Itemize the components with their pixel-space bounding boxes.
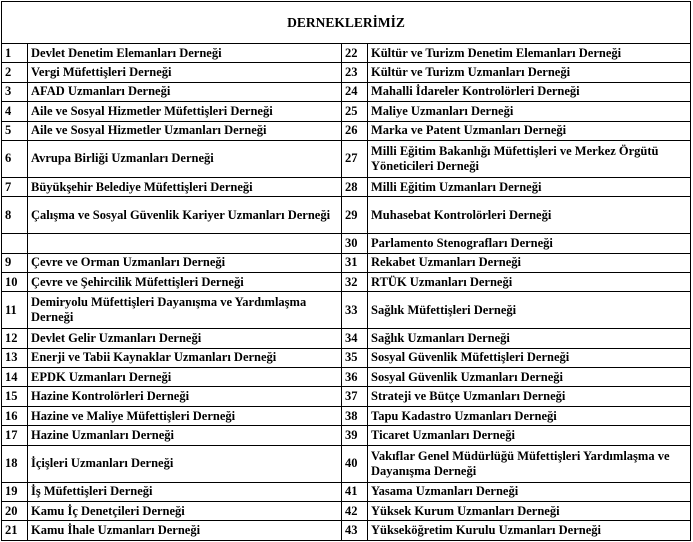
- right-association-name: Sağlık Müfettişleri Derneği: [368, 292, 691, 329]
- right-number: 29: [342, 197, 368, 234]
- right-association-name: Marka ve Patent Uzmanları Derneği: [368, 121, 691, 140]
- right-association-name: Yüksek Kurum Uzmanları Derneği: [368, 501, 691, 520]
- right-number: 35: [342, 348, 368, 367]
- right-number: 41: [342, 482, 368, 501]
- table-row: [2, 501, 691, 520]
- right-number: 38: [342, 406, 368, 425]
- left-number: 7: [2, 177, 28, 196]
- left-number: 9: [2, 253, 28, 272]
- left-number: 2: [2, 63, 28, 82]
- right-association-name: Muhasebat Kontrolörleri Derneği: [368, 197, 691, 234]
- right-association-name: Sosyal Güvenlik Müfettişleri Derneği: [368, 348, 691, 367]
- table-row: [2, 482, 691, 501]
- left-number: 4: [2, 102, 28, 121]
- right-number: 23: [342, 63, 368, 82]
- right-association-name: Rekabet Uzmanları Derneği: [368, 253, 691, 272]
- table-row: [2, 63, 691, 82]
- table-row: [2, 234, 691, 253]
- table-row: [2, 253, 691, 272]
- right-association-name: Milli Eğitim Uzmanları Derneği: [368, 177, 691, 196]
- left-association-name: AFAD Uzmanları Derneği: [28, 82, 342, 101]
- left-number: 8: [2, 197, 28, 234]
- left-association-name: Demiryolu Müfettişleri Dayanışma ve Yardımlaşma Derneği: [28, 292, 342, 329]
- left-number: 6: [2, 141, 28, 178]
- table-row: [2, 445, 691, 482]
- right-number: 37: [342, 387, 368, 406]
- right-number: 34: [342, 329, 368, 348]
- right-association-name: Sağlık Uzmanları Derneği: [368, 329, 691, 348]
- left-association-name: Vergi Müfettişleri Derneği: [28, 63, 342, 82]
- table-row: [2, 292, 691, 329]
- right-association-name: Tapu Kadastro Uzmanları Derneği: [368, 406, 691, 425]
- right-number: 22: [342, 43, 368, 62]
- left-association-name: Devlet Denetim Elemanları Derneği: [28, 43, 342, 62]
- right-association-name: Maliye Uzmanları Derneği: [368, 102, 691, 121]
- right-association-name: Yasama Uzmanları Derneği: [368, 482, 691, 501]
- right-association-name: RTÜK Uzmanları Derneği: [368, 272, 691, 291]
- left-number: 13: [2, 348, 28, 367]
- left-number: 17: [2, 426, 28, 445]
- left-association-name: Çevre ve Orman Uzmanları Derneği: [28, 253, 342, 272]
- left-association-name: [28, 234, 342, 253]
- table-row: [2, 43, 691, 62]
- table-row: [2, 406, 691, 425]
- right-association-name: Sosyal Güvenlik Uzmanları Derneği: [368, 368, 691, 387]
- left-association-name: İş Müfettişleri Derneği: [28, 482, 342, 501]
- right-association-name: Parlamento Stenografları Derneği: [368, 234, 691, 253]
- left-number: 12: [2, 329, 28, 348]
- left-number: [2, 234, 28, 253]
- table-row: [2, 521, 691, 541]
- right-association-name: Kültür ve Turizm Uzmanları Derneği: [368, 63, 691, 82]
- left-number: 16: [2, 406, 28, 425]
- right-number: 32: [342, 272, 368, 291]
- table-row: [2, 102, 691, 121]
- right-number: 30: [342, 234, 368, 253]
- left-association-name: Kamu İç Denetçileri Derneği: [28, 501, 342, 520]
- left-number: 1: [2, 43, 28, 62]
- right-association-name: Milli Eğitim Bakanlığı Müfettişleri ve Merkez Örgütü Yöneticileri Derneği: [368, 141, 691, 178]
- right-association-name: Kültür ve Turizm Denetim Elemanları Derneği: [368, 43, 691, 62]
- left-association-name: Hazine ve Maliye Müfettişleri Derneği: [28, 406, 342, 425]
- left-association-name: Çalışma ve Sosyal Güvenlik Kariyer Uzmanları Derneği: [28, 197, 342, 234]
- left-association-name: İçişleri Uzmanları Derneği: [28, 445, 342, 482]
- table-row: [2, 387, 691, 406]
- left-association-name: Hazine Kontrolörleri Derneği: [28, 387, 342, 406]
- right-association-name: Mahalli İdareler Kontrolörleri Derneği: [368, 82, 691, 101]
- left-number: 5: [2, 121, 28, 140]
- left-number: 21: [2, 521, 28, 541]
- left-number: 20: [2, 501, 28, 520]
- left-number: 19: [2, 482, 28, 501]
- right-number: 24: [342, 82, 368, 101]
- left-association-name: Kamu İhale Uzmanları Derneği: [28, 521, 342, 541]
- right-association-name: Strateji ve Bütçe Uzmanları Derneği: [368, 387, 691, 406]
- right-number: 31: [342, 253, 368, 272]
- table-row: [2, 272, 691, 291]
- left-number: 14: [2, 368, 28, 387]
- left-association-name: Hazine Uzmanları Derneği: [28, 426, 342, 445]
- right-association-name: Ticaret Uzmanları Derneği: [368, 426, 691, 445]
- left-association-name: Avrupa Birliği Uzmanları Derneği: [28, 141, 342, 178]
- table-row: [2, 177, 691, 196]
- right-number: 28: [342, 177, 368, 196]
- left-number: 10: [2, 272, 28, 291]
- right-number: 43: [342, 521, 368, 541]
- table-row: [2, 82, 691, 101]
- right-number: 39: [342, 426, 368, 445]
- table-row: [2, 121, 691, 140]
- right-number: 42: [342, 501, 368, 520]
- right-association-name: Vakıflar Genel Müdürlüğü Müfettişleri Yardımlaşma ve Dayanışma Derneği: [368, 445, 691, 482]
- left-association-name: Büyükşehir Belediye Müfettişleri Derneği: [28, 177, 342, 196]
- left-association-name: EPDK Uzmanları Derneği: [28, 368, 342, 387]
- table-row: [2, 141, 691, 178]
- right-number: 27: [342, 141, 368, 178]
- left-association-name: Aile ve Sosyal Hizmetler Uzmanları Derneği: [28, 121, 342, 140]
- right-number: 25: [342, 102, 368, 121]
- right-number: 33: [342, 292, 368, 329]
- left-number: 18: [2, 445, 28, 482]
- table-row: [2, 197, 691, 234]
- table-title: DERNEKLERİMİZ: [2, 2, 691, 44]
- table-row: [2, 426, 691, 445]
- left-number: 15: [2, 387, 28, 406]
- associations-table: [1, 1, 691, 541]
- table-row: [2, 348, 691, 367]
- right-number: 26: [342, 121, 368, 140]
- left-association-name: Çevre ve Şehircilik Müfettişleri Derneği: [28, 272, 342, 291]
- title-row: [2, 2, 691, 44]
- right-association-name: Yükseköğretim Kurulu Uzmanları Derneği: [368, 521, 691, 541]
- left-association-name: Enerji ve Tabii Kaynaklar Uzmanları Derneği: [28, 348, 342, 367]
- left-number: 11: [2, 292, 28, 329]
- table-row: [2, 329, 691, 348]
- table-row: [2, 368, 691, 387]
- left-association-name: Aile ve Sosyal Hizmetler Müfettişleri Derneği: [28, 102, 342, 121]
- right-number: 40: [342, 445, 368, 482]
- left-association-name: Devlet Gelir Uzmanları Derneği: [28, 329, 342, 348]
- left-number: 3: [2, 82, 28, 101]
- right-number: 36: [342, 368, 368, 387]
